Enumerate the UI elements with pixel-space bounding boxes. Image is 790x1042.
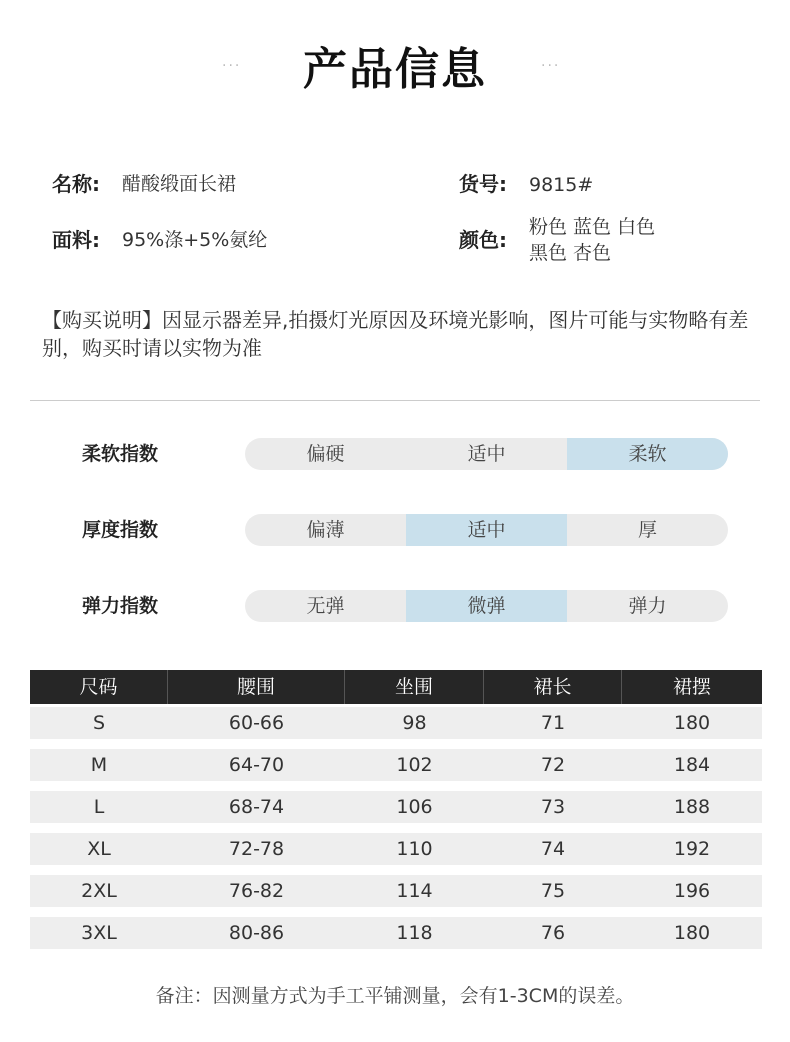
title-section (0, 38, 790, 108)
thickness-option: 偏薄 (306, 519, 345, 541)
name-value: 醋酸缎面长裙 (122, 173, 237, 195)
header-cell: 裙摆 (672, 676, 711, 698)
table-cell: 64-70 (228, 754, 285, 776)
measurement-remark: 备注：因测量方式为手工平铺测量，会有1-3CM的误差。 (155, 985, 635, 1007)
color-line-2: 黑色 杏色 (529, 242, 612, 264)
table-cell: 114 (396, 880, 433, 902)
softness-option: 偏硬 (306, 443, 345, 465)
name-label: 名称: (52, 172, 100, 196)
elasticity-index (0, 590, 790, 622)
thickness-bar (245, 514, 728, 546)
header-cell: 尺码 (30, 670, 168, 704)
table-cell: 180 (673, 712, 711, 734)
table-cell: 73 (540, 796, 566, 818)
elasticity-bar (245, 590, 728, 622)
softness-bar (245, 438, 728, 470)
softness-label: 柔软指数 (82, 443, 159, 465)
table-cell: 75 (540, 880, 566, 902)
header-cell: 腰围 (168, 670, 345, 704)
table-cell: 188 (673, 796, 711, 818)
title-dots-right: ··· (541, 58, 561, 74)
table-cell: L (93, 796, 105, 818)
table-cell: 68-74 (228, 796, 285, 818)
fabric-label: 面料: (52, 228, 100, 252)
color-values (529, 214, 655, 266)
table-cell: 74 (540, 838, 566, 860)
table-cell: 102 (396, 754, 433, 776)
table-row (30, 833, 762, 865)
elasticity-label: 弹力指数 (82, 595, 159, 617)
table-cell: 184 (673, 754, 711, 776)
elasticity-option: 弹力 (628, 595, 667, 617)
table-row (30, 875, 762, 907)
softness-index (0, 438, 790, 470)
thickness-option: 厚 (637, 519, 657, 541)
color-line-1: 粉色 蓝色 白色 (529, 216, 656, 238)
header-cell: 坐围 (345, 670, 484, 704)
softness-option: 柔软 (567, 438, 728, 470)
table-cell: 80-86 (228, 922, 285, 944)
table-row (30, 917, 762, 949)
table-cell: 118 (396, 922, 433, 944)
table-cell: 2XL (81, 880, 117, 902)
title-dots-left: ··· (222, 58, 242, 74)
table-cell: XL (87, 838, 111, 860)
table-cell: 72 (540, 754, 566, 776)
table-cell: 110 (396, 838, 433, 860)
table-cell: S (92, 712, 106, 734)
table-cell: M (90, 754, 108, 776)
table-cell: 71 (540, 712, 566, 734)
table-row (30, 749, 762, 781)
thickness-label: 厚度指数 (82, 519, 159, 541)
table-row (30, 791, 762, 823)
sku-label: 货号: (459, 172, 507, 196)
table-cell: 192 (673, 838, 711, 860)
table-cell: 72-78 (228, 838, 285, 860)
table-cell: 60-66 (228, 712, 285, 734)
table-cell: 196 (673, 880, 711, 902)
softness-option: 适中 (467, 443, 506, 465)
section-divider (30, 400, 760, 401)
purchase-notice: 【购买说明】因显示器差异,拍摄灯光原因及环境光影响，图片可能与实物略有差别，购买时请以实物为准 (42, 308, 749, 360)
table-cell: 98 (402, 712, 427, 734)
table-cell: 180 (673, 922, 711, 944)
elasticity-option: 微弹 (406, 590, 567, 622)
size-table-header (30, 670, 762, 704)
thickness-index (0, 514, 790, 546)
table-cell: 106 (396, 796, 433, 818)
elasticity-option: 无弹 (306, 595, 345, 617)
size-table (30, 670, 762, 949)
thickness-option: 适中 (406, 514, 567, 546)
sku-value: 9815# (529, 174, 594, 196)
color-label: 颜色: (459, 228, 507, 252)
table-cell: 3XL (81, 922, 117, 944)
page-title: 产品信息 (303, 44, 487, 95)
fabric-value: 95%涤+5%氨纶 (122, 229, 268, 251)
table-cell: 76-82 (228, 880, 285, 902)
header-cell: 裙长 (484, 670, 622, 704)
table-cell: 76 (540, 922, 566, 944)
table-row (30, 707, 762, 739)
